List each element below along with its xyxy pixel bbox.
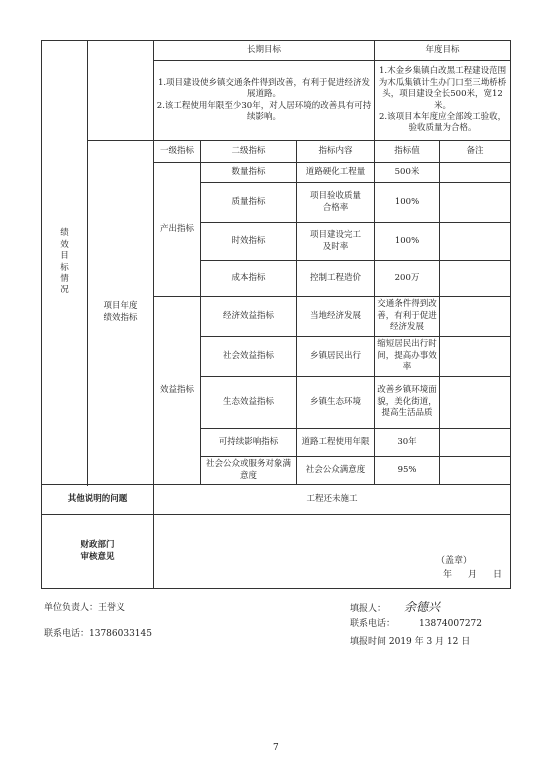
content-cell: 当地经济发展	[297, 297, 375, 337]
long-term-goal-text: 1.项目建设使乡镇交通条件得到改善，有利于促进经济发展道路。 2.该工程使用年限至少30年，对人居环境的改善具有可持续影响。	[154, 61, 375, 141]
col-level1-header: 一级指标	[154, 141, 201, 163]
note-cell	[440, 261, 511, 297]
content-cell: 道路硬化工程量	[297, 163, 375, 183]
output-indicator-label: 产出指标	[154, 163, 201, 297]
content-cell: 乡镇生态环境	[297, 377, 375, 429]
left-contact-phone: 联系电话：13786033145	[44, 629, 152, 639]
value-cell: 缩短居民出行时间，提高办事效率	[375, 337, 440, 377]
review-date: 年 月 日	[442, 569, 503, 580]
content-cell: 社会公众满意度	[297, 457, 375, 485]
section-label: 绩 效 目 标 情 况	[42, 41, 88, 485]
value-cell: 200万	[375, 261, 440, 297]
note-cell	[440, 183, 511, 223]
filler-name-signature: 余德兴	[404, 600, 441, 614]
level2-cell: 可持续影响指标	[201, 429, 297, 457]
level2-cell: 生态效益指标	[201, 377, 297, 429]
level2-cell: 社会效益指标	[201, 337, 297, 377]
note-cell	[440, 337, 511, 377]
other-notes-text: 工程还未施工	[154, 485, 511, 515]
unit-leader: 单位负责人：王誉义	[44, 603, 126, 613]
content-cell: 项目验收质量 合格率	[297, 183, 375, 223]
benefit-indicator-label: 效益指标	[154, 297, 201, 485]
content-cell: 项目建设完工 及时率	[297, 223, 375, 261]
filler: 填报人： 余德兴	[350, 600, 441, 614]
annual-header: 年度目标	[375, 41, 511, 61]
value-cell: 95%	[375, 457, 440, 485]
level2-cell: 成本指标	[201, 261, 297, 297]
long-term-header: 长期目标	[154, 41, 375, 61]
level2-cell: 经济效益指标	[201, 297, 297, 337]
note-cell	[440, 163, 511, 183]
value-cell: 100%	[375, 183, 440, 223]
other-notes-label: 其他说明的问题	[42, 485, 154, 515]
annual-goal-text: 1.木金乡集镇白改黑工程建设范围为木瓜集镇计生办门口至三坳桥桥头，项目建设全长500米，宽12米。 2.该项目本年度应全部竣工验收，验收质量为合格。	[375, 61, 511, 141]
col-level2-header: 二级指标	[201, 141, 297, 163]
content-cell: 乡镇居民出行	[297, 337, 375, 377]
col-content-header: 指标内容	[297, 141, 375, 163]
col-note-header: 备注	[440, 141, 511, 163]
level2-cell: 数量指标	[201, 163, 297, 183]
level2-cell: 社会公众或服务对象满意度	[201, 457, 297, 485]
content-cell: 道路工程使用年限	[297, 429, 375, 457]
col-value-header: 指标值	[375, 141, 440, 163]
seal-and-date	[427, 555, 502, 582]
fill-date: 填报时间 2019 年 3 月 12 日	[350, 637, 471, 647]
page-number: 7	[273, 743, 279, 753]
value-cell: 改善乡镇环境面貌，美化街道，提高生活品质	[375, 377, 440, 429]
finance-review-area	[154, 515, 511, 589]
level2-cell: 质量指标	[201, 183, 297, 223]
level2-cell: 时效指标	[201, 223, 297, 261]
content-cell: 控制工程造价	[297, 261, 375, 297]
note-cell	[440, 297, 511, 337]
right-contact-phone: 联系电话： 13874007272	[350, 619, 483, 629]
value-cell: 30年	[375, 429, 440, 457]
note-cell	[440, 457, 511, 485]
value-cell: 100%	[375, 223, 440, 261]
annual-indicator-label: 项目年度 绩效指标	[88, 141, 154, 485]
performance-goal-table	[41, 40, 511, 589]
finance-review-label: 财政部门 审核意见	[42, 515, 154, 589]
value-cell: 交通条件得到改善，有利于促进经济发展	[375, 297, 440, 337]
note-cell	[440, 223, 511, 261]
value-cell: 500米	[375, 163, 440, 183]
note-cell	[440, 377, 511, 429]
note-cell	[440, 429, 511, 457]
seal-text: （盖章）	[436, 556, 473, 566]
